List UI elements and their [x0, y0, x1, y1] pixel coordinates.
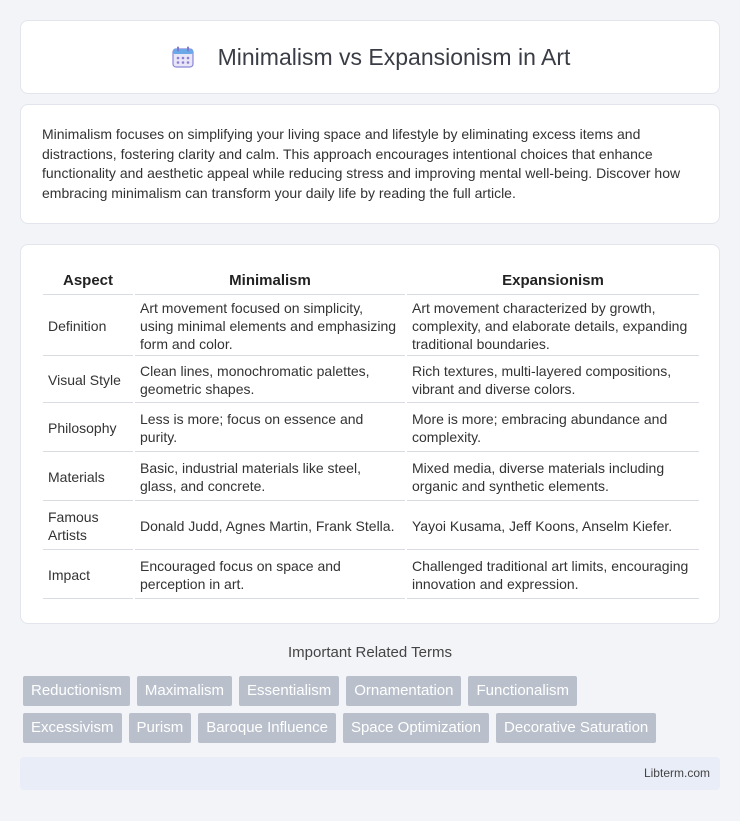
related-terms-heading: Important Related Terms	[288, 644, 452, 661]
aspect-cell: Materials	[43, 454, 133, 501]
page-title: Minimalism vs Expansionism in Art	[217, 43, 571, 70]
tag-reductionism[interactable]: Reductionism	[23, 676, 130, 706]
tag-excessivism[interactable]: Excessivism	[23, 713, 122, 743]
aspect-cell: Famous Artists	[43, 503, 133, 550]
header-minimalism: Minimalism	[135, 267, 405, 295]
tag-baroque-influence[interactable]: Baroque Influence	[198, 713, 336, 743]
expansionism-cell: Mixed media, diverse materials including organic and synthetic elements.	[407, 454, 699, 501]
table-row	[43, 297, 699, 356]
tag-maximalism[interactable]: Maximalism	[137, 676, 232, 706]
expansionism-cell: Art movement characterized by growth, complexity, and elaborate details, expanding traditional boundaries.	[407, 297, 699, 356]
tag-essentialism[interactable]: Essentialism	[239, 676, 339, 706]
minimalism-cell: Art movement focused on simplicity, using minimal elements and emphasizing form and color.	[135, 297, 405, 356]
aspect-cell: Philosophy	[43, 405, 133, 452]
comparison-card	[20, 244, 720, 624]
expansionism-cell: Challenged traditional art limits, encouraging innovation and expression.	[407, 552, 699, 599]
table-row	[43, 552, 699, 599]
aspect-cell: Definition	[43, 297, 133, 356]
minimalism-cell: Encouraged focus on space and perception in art.	[135, 552, 405, 599]
footer	[20, 757, 720, 790]
calendar-icon	[170, 44, 196, 70]
minimalism-cell: Less is more; focus on essence and purity.	[135, 405, 405, 452]
tag-row	[23, 713, 723, 743]
expansionism-cell: Rich textures, multi-layered compositions, vibrant and diverse colors.	[407, 358, 699, 403]
footer-site-link[interactable]: Libterm.com	[643, 766, 710, 780]
table-row	[43, 358, 699, 403]
tag-row	[23, 676, 723, 706]
table-row	[43, 503, 699, 550]
comparison-table	[41, 265, 701, 601]
table-row	[43, 405, 699, 452]
tag-space-optimization[interactable]: Space Optimization	[343, 713, 489, 743]
intro-text: Minimalism focuses on simplifying your living space and lifestyle by eliminating excess items and distractions, fostering clarity and calm. This approach encourages intentional choices that enhance functionality and aesthetic appeal while reducing stress and improving mental well-being. Discover how embracing minimalism can transform your daily life by reading the full article.	[42, 126, 681, 201]
aspect-cell: Impact	[43, 552, 133, 599]
expansionism-cell: More is more; embracing abundance and complexity.	[407, 405, 699, 452]
aspect-cell: Visual Style	[43, 358, 133, 403]
intro-card	[20, 104, 720, 224]
tag-decorative-saturation[interactable]: Decorative Saturation	[496, 713, 656, 743]
header-aspect: Aspect	[43, 267, 133, 295]
minimalism-cell: Donald Judd, Agnes Martin, Frank Stella.	[135, 503, 405, 550]
tag-functionalism[interactable]: Functionalism	[468, 676, 577, 706]
related-terms-list	[23, 676, 723, 750]
title-card	[20, 20, 720, 94]
minimalism-cell: Clean lines, monochromatic palettes, geometric shapes.	[135, 358, 405, 403]
expansionism-cell: Yayoi Kusama, Jeff Koons, Anselm Kiefer.	[407, 503, 699, 550]
table-row	[43, 454, 699, 501]
header-expansionism: Expansionism	[407, 267, 699, 295]
minimalism-cell: Basic, industrial materials like steel, glass, and concrete.	[135, 454, 405, 501]
tag-ornamentation[interactable]: Ornamentation	[346, 676, 461, 706]
tag-purism[interactable]: Purism	[129, 713, 192, 743]
